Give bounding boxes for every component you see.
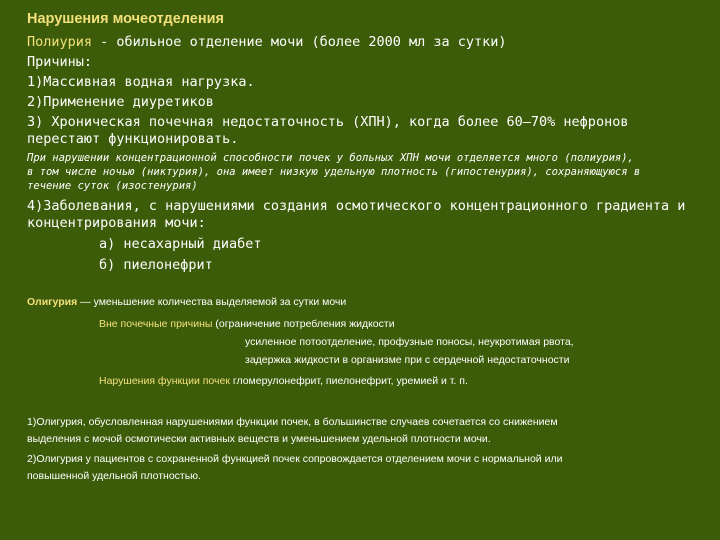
cause-2: 2)Применение диуретиков [27,94,214,110]
cause-1: 1)Массивная водная нагрузка. [27,74,255,90]
cause-3-line-1: 3) Хроническая почечная недостаточность (ХПН), когда более 60—70% нефронов [27,114,629,130]
polyuria-definition-text: - обильное отделение мочи (более 2000 мл за сутки) [92,34,507,50]
polyuria-note-line-2: в том числе ночью (никтурия), она имеет низкую удельную плотность (гипостенурия), сохраняющуюся в [27,166,641,178]
polyuria-note-line-3: течение суток (изостенурия) [27,180,198,192]
cause-4-item-a: а) несахарный диабет [99,236,262,252]
oliguria-paragraph-2-line-1: 2)Олигурия у пациентов с сохраненной функцией почек сопровождается отделением мочи с нормальной или [27,453,563,465]
extrarenal-line-3: задержка жидкости в организме при с сердечной недостаточности [245,354,570,366]
renal-text: гломерулонефрит, пиелонефрит, уремией и т. п. [229,375,468,387]
extrarenal-causes [99,316,395,333]
oliguria-paragraph-1-line-1: 1)Олигурия, обусловленная нарушениями функции почек, в большинстве случаев сочетается со снижением [27,416,558,428]
extrarenal-label: Вне почечные причины [99,318,213,330]
causes-label: Причины: [27,54,93,70]
cause-4-line-1: 4)Заболевания, с нарушениями создания осмотического концентрационного градиента и [27,198,686,214]
extrarenal-line-1: (ограничение потребления жидкости [212,318,395,330]
oliguria-paragraph-1-line-2: выделения с мочой осмотически активных веществ и уменьшением удельной плотности мочи. [27,433,491,445]
oliguria-term: Олигурия [27,296,78,308]
oliguria-definition [27,294,346,311]
polyuria-definition [27,33,507,51]
cause-4-line-2: концентрирования мочи: [27,215,206,231]
polyuria-note-line-1: При нарушении концентрационной способности почек у больных ХПН мочи отделяется много (полиурия), [27,152,634,164]
oliguria-definition-text: — уменьшение количества выделяемой за сутки мочи [77,296,347,308]
slide-title: Нарушения мочеотделения [27,11,224,27]
polyuria-term: Полиурия [27,34,93,50]
extrarenal-line-2: усиленное потоотделение, профузные поносы, неукротимая рвота, [245,336,574,348]
oliguria-paragraph-2-line-2: повышенной удельной плотностью. [27,470,201,482]
renal-causes [99,373,468,390]
cause-4-item-b: б) пиелонефрит [99,257,213,273]
renal-label: Нарушения функции почек [99,375,230,387]
cause-3-line-2: перестают функционировать. [27,131,239,147]
